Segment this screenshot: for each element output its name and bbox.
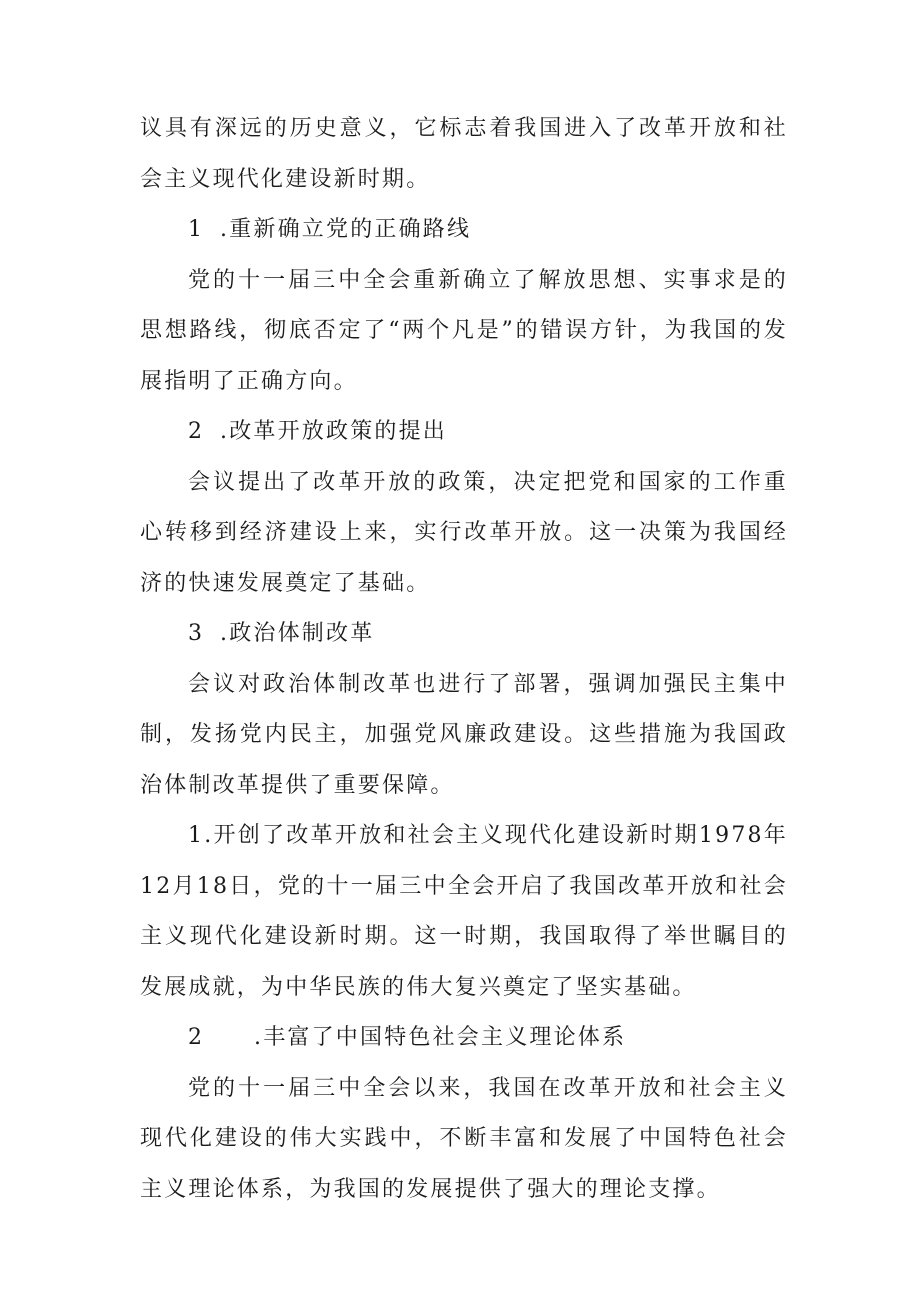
section-heading-3 [140, 609, 788, 660]
paragraph-new-era: 1.开创了改革开放和社会主义现代化建设新时期1978年12月18日，党的十一届三中全会开启了我国改革开放和社会主义现代化建设新时期。这一时期，我国取得了举世瞩目的发展成就，为中华民族的伟大复兴奠定了坚实基础。 [140, 823, 788, 1000]
heading-text: .改革开放政策的提出 [220, 419, 447, 444]
heading-text: .丰富了中国特色社会主义理论体系 [254, 1025, 627, 1050]
heading-text: .重新确立党的正确路线 [220, 217, 472, 242]
section-heading-theory [140, 1013, 788, 1064]
section-heading-1 [140, 205, 788, 256]
document-body [140, 104, 788, 1215]
heading-number: 2 [188, 419, 205, 444]
paragraph-ideological-line: 党的十一届三中全会重新确立了解放思想、实事求是的思想路线，彻底否定了“两个凡是”的错误方针，为我国的发展指明了正确方向。 [140, 267, 788, 394]
heading-text: .政治体制改革 [220, 621, 375, 646]
section-heading-2 [140, 407, 788, 458]
heading-number: 3 [188, 621, 205, 646]
paragraph-theory-system: 党的十一届三中全会以来，我国在改革开放和社会主义现代化建设的伟大实践中，不断丰富和发展了中国特色社会主义理论体系，为我国的发展提供了强大的理论支撑。 [140, 1075, 788, 1202]
paragraph-political-reform: 会议对政治体制改革也进行了部署，强调加强民主集中制，发扬党内民主，加强党风廉政建设。这些措施为我国政治体制改革提供了重要保障。 [140, 671, 788, 798]
paragraph-continuation: 议具有深远的历史意义，它标志着我国进入了改革开放和社会主义现代化建设新时期。 [140, 116, 788, 192]
paragraph-reform-policy: 会议提出了改革开放的政策，决定把党和国家的工作重心转移到经济建设上来，实行改革开放。这一决策为我国经济的快速发展奠定了基础。 [140, 469, 788, 596]
heading-number: 1 [188, 217, 205, 242]
heading-number: 2 [188, 1025, 205, 1050]
